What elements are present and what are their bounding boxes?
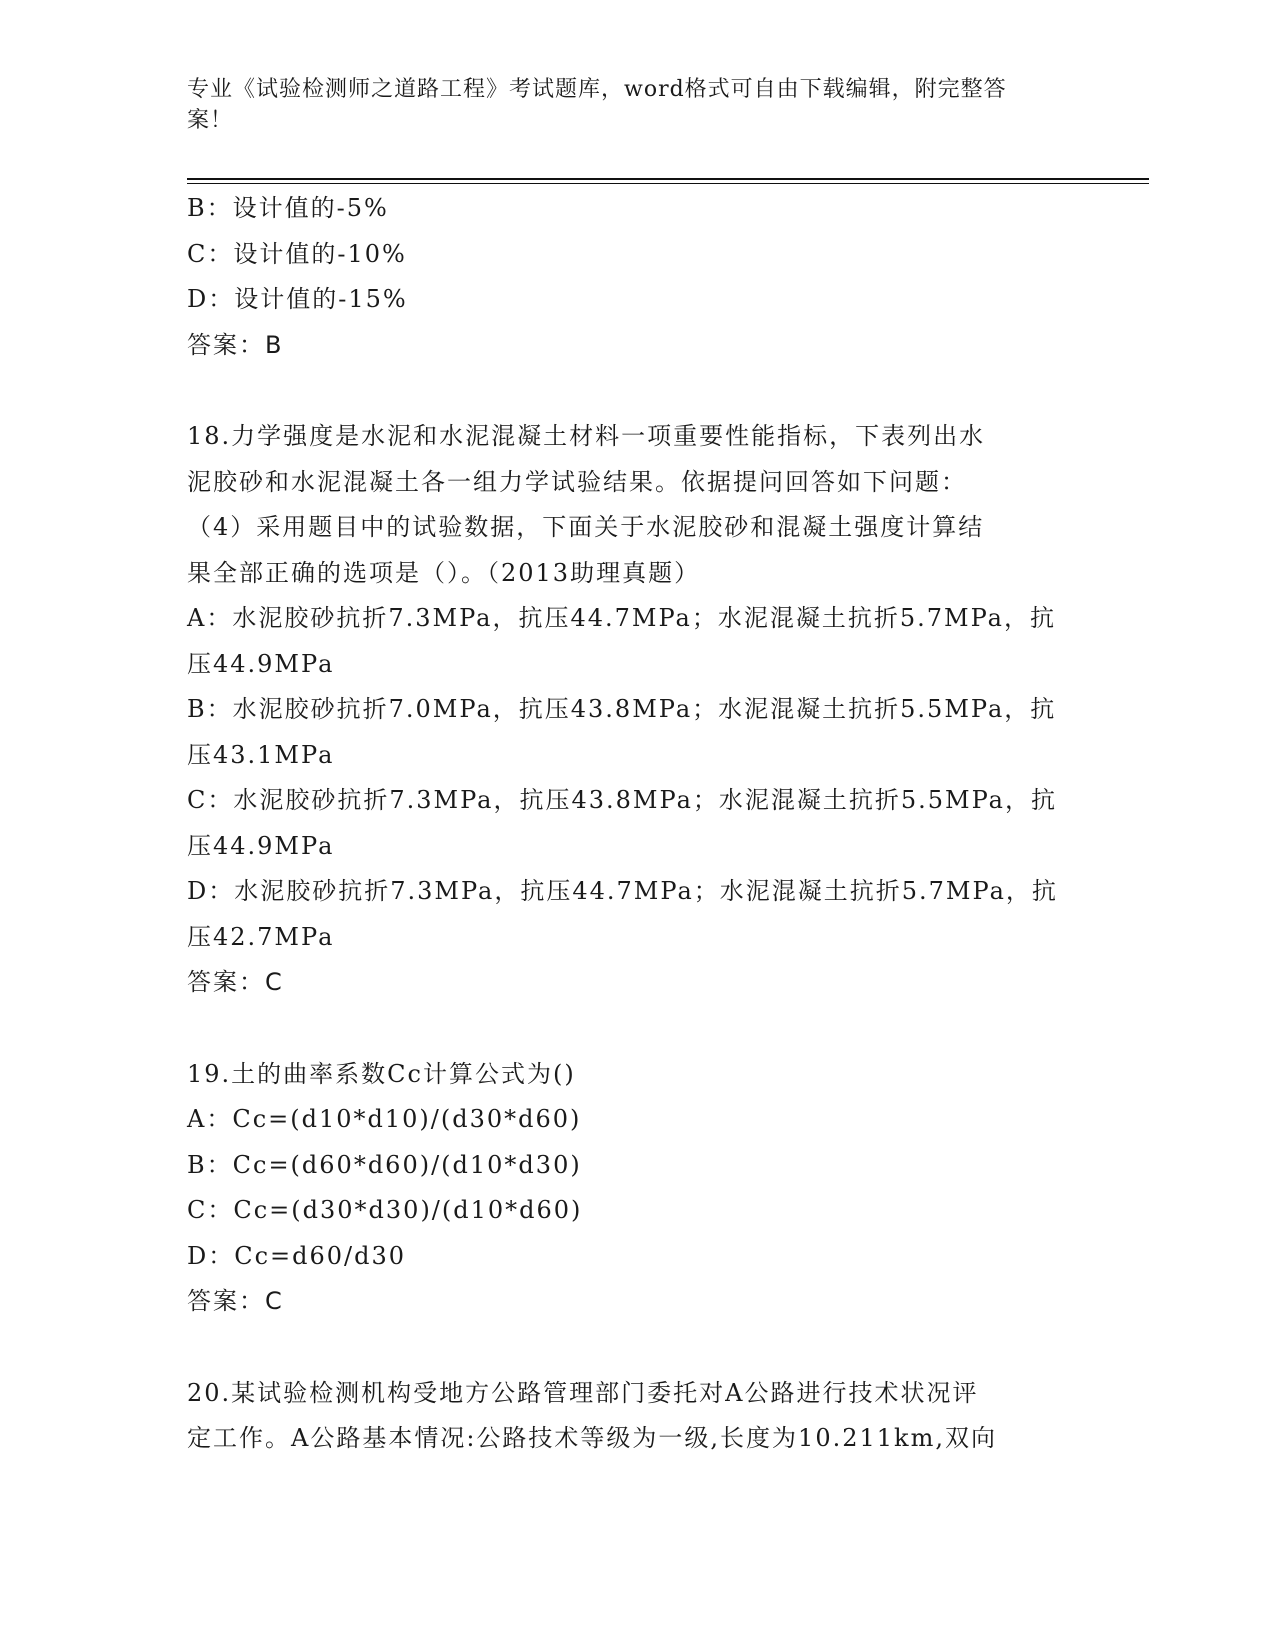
question-stem-line: 泥胶砂和水泥混凝土各一组力学试验结果。依据提问回答如下问题： xyxy=(187,467,967,496)
page-header xyxy=(187,74,1067,136)
question-stem-line: （4）采用题目中的试验数据，下面关于水泥胶砂和混凝土强度计算结 xyxy=(187,513,985,541)
option-a-cont: 压44.9MPa xyxy=(187,649,335,678)
option-d-cont: 压42.7MPa xyxy=(187,922,335,951)
option-c: C：Cc=(d30*d30)/(d10*d60) xyxy=(187,1196,583,1224)
spacer xyxy=(187,368,1087,414)
question-stem-line: 18.力学强度是水泥和水泥混凝土材料一项重要性能指标，下表列出水 xyxy=(187,422,986,450)
option-c: C：水泥胶砂抗折7.3MPa，抗压43.8MPa；水泥混凝土抗折5.5MPa，抗 xyxy=(187,786,1057,814)
option-c: C：设计值的-10% xyxy=(187,239,407,268)
question-list xyxy=(187,186,1087,1462)
option-d: D：水泥胶砂抗折7.3MPa，抗压44.7MPa；水泥混凝土抗折5.7MPa，抗 xyxy=(187,877,1058,905)
answer-line: 答案：B xyxy=(187,330,284,359)
question-stem-line: 果全部正确的选项是（）。（2013助理真题） xyxy=(187,558,701,587)
question-17-tail xyxy=(187,186,1087,368)
option-d: D：设计值的-15% xyxy=(187,285,408,313)
header-line-1: 专业《试验检测师之道路工程》考试题库，word格式可自由下载编辑，附完整答 xyxy=(187,77,1007,102)
answer-line: 答案：C xyxy=(187,1287,284,1315)
answer-line: 答案：C xyxy=(187,968,284,996)
question-stem-line: 20.某试验检测机构受地方公路管理部门委托对A公路进行技术状况评 xyxy=(187,1378,979,1407)
spacer xyxy=(187,1006,1087,1052)
option-c-cont: 压44.9MPa xyxy=(187,831,335,860)
question-stem-line: 定工作。A公路基本情况:公路技术等级为一级,长度为10.211km,双向 xyxy=(187,1424,997,1452)
option-b: B：水泥胶砂抗折7.0MPa，抗压43.8MPa；水泥混凝土抗折5.5MPa，抗 xyxy=(187,695,1057,723)
header-divider-thick xyxy=(187,178,1149,180)
question-18 xyxy=(187,414,1087,1006)
option-a: A：Cc=(d10*d10)/(d30*d60) xyxy=(187,1105,582,1133)
question-stem-line: 19.土的曲率系数Cc计算公式为() xyxy=(187,1059,576,1088)
header-divider-thin xyxy=(187,183,1149,184)
option-b: B：Cc=(d60*d60)/(d10*d30) xyxy=(187,1150,582,1179)
question-19 xyxy=(187,1052,1087,1325)
option-b: B：设计值的-5% xyxy=(187,194,389,222)
question-20 xyxy=(187,1371,1087,1462)
header-line-2: 案！ xyxy=(187,108,234,133)
option-b-cont: 压43.1MPa xyxy=(187,740,335,769)
option-d: D：Cc=d60/d30 xyxy=(187,1241,407,1270)
spacer xyxy=(187,1325,1087,1371)
option-a: A：水泥胶砂抗折7.3MPa，抗压44.7MPa；水泥混凝土抗折5.7MPa，抗 xyxy=(187,604,1056,632)
